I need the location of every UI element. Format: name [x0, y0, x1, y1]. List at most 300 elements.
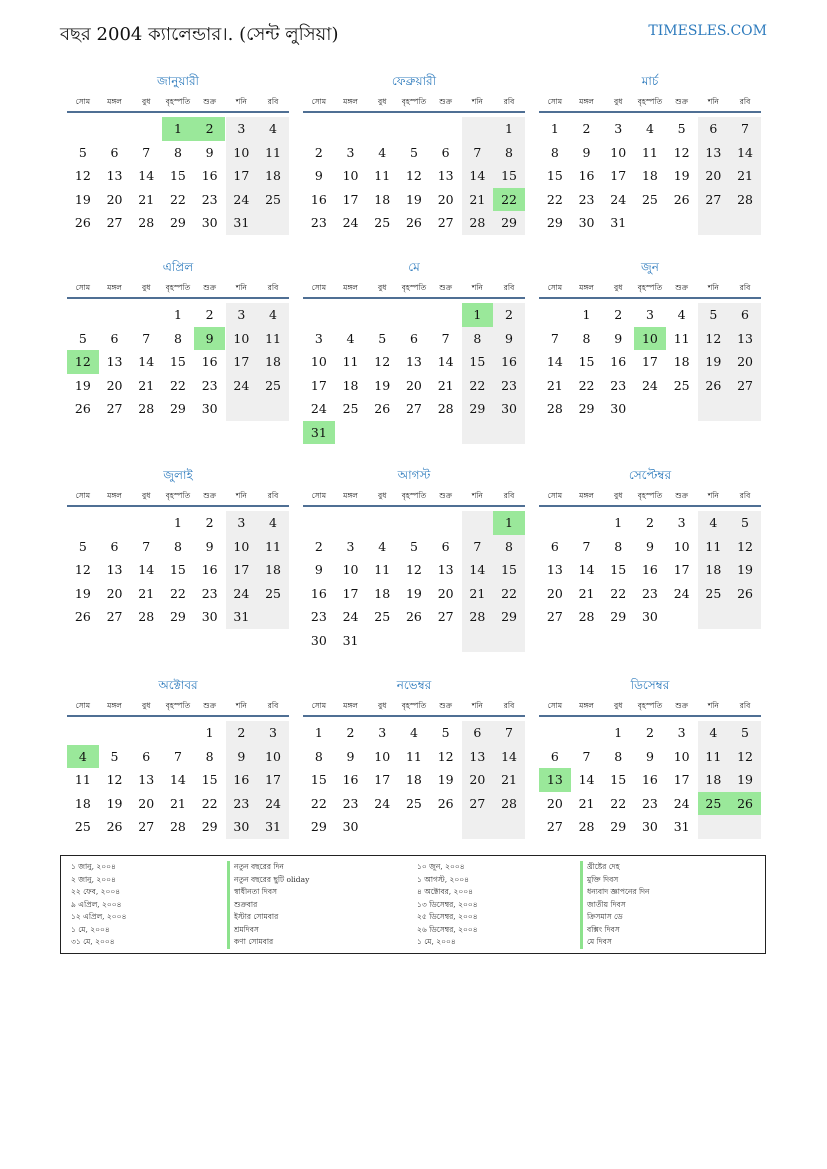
day-cell[interactable]: 27 [462, 792, 494, 816]
day-cell[interactable]: 5 [409, 538, 418, 554]
day-cell[interactable]: 14 [546, 354, 563, 369]
day-cell[interactable]: 29 [310, 819, 327, 834]
day-cell[interactable]: 14 [729, 141, 761, 165]
day-cell[interactable]: 27 [106, 401, 123, 416]
day-cell[interactable]: 24 [641, 377, 658, 393]
day-cell[interactable]: 22 [610, 585, 627, 601]
day-cell[interactable]: 29 [493, 211, 525, 235]
day-cell[interactable]: 9 [314, 168, 323, 183]
day-cell[interactable]: 25 [342, 401, 359, 416]
day-cell[interactable]: 5 [78, 538, 87, 554]
day-cell[interactable]: 15 [578, 354, 595, 369]
day-cell[interactable]: 21 [138, 191, 155, 207]
day-cell[interactable]: 6 [729, 303, 761, 327]
day-cell[interactable]: 3 [677, 725, 686, 740]
day-cell[interactable]: 10 [226, 141, 258, 165]
day-cell[interactable]: 11 [342, 354, 359, 369]
day-cell[interactable]: 24 [673, 795, 690, 811]
day-cell[interactable]: 28 [578, 819, 595, 834]
day-cell[interactable]: 20 [546, 795, 563, 811]
day-cell[interactable]: 25 [257, 374, 289, 398]
day-cell[interactable]: 19 [106, 795, 123, 811]
day-cell[interactable]: 14 [437, 354, 454, 369]
holiday-day-cell[interactable]: 12 [67, 350, 99, 374]
holiday-day-cell[interactable]: 13 [539, 768, 571, 792]
day-cell[interactable]: 11 [257, 535, 289, 559]
day-cell[interactable]: 23 [342, 795, 359, 811]
day-cell[interactable]: 8 [173, 538, 182, 554]
day-cell[interactable]: 15 [493, 558, 525, 582]
day-cell[interactable]: 9 [614, 330, 623, 346]
day-cell[interactable]: 25 [405, 795, 422, 811]
day-cell[interactable]: 17 [673, 562, 690, 577]
holiday-day-cell[interactable]: 1 [462, 303, 494, 327]
day-cell[interactable]: 13 [138, 772, 155, 787]
day-cell[interactable]: 5 [677, 121, 686, 136]
day-cell[interactable]: 29 [610, 609, 627, 624]
holiday-day-cell[interactable]: 4 [67, 745, 99, 769]
day-cell[interactable]: 29 [462, 397, 494, 421]
day-cell[interactable]: 10 [342, 562, 359, 577]
day-cell[interactable]: 19 [74, 377, 91, 393]
day-cell[interactable]: 10 [342, 168, 359, 183]
day-cell[interactable]: 5 [698, 303, 730, 327]
day-cell[interactable]: 19 [729, 768, 761, 792]
day-cell[interactable]: 28 [169, 819, 186, 834]
day-cell[interactable]: 15 [310, 772, 327, 787]
day-cell[interactable]: 21 [437, 377, 454, 393]
day-cell[interactable]: 16 [310, 585, 327, 601]
day-cell[interactable]: 14 [493, 745, 525, 769]
day-cell[interactable]: 25 [74, 819, 91, 834]
day-cell[interactable]: 23 [610, 377, 627, 393]
day-cell[interactable]: 9 [226, 745, 258, 769]
holiday-day-cell[interactable]: 22 [493, 188, 525, 212]
day-cell[interactable]: 10 [226, 327, 258, 351]
day-cell[interactable]: 24 [342, 215, 359, 230]
day-cell[interactable]: 1 [205, 725, 214, 740]
day-cell[interactable]: 20 [698, 164, 730, 188]
day-cell[interactable]: 28 [138, 215, 155, 230]
day-cell[interactable]: 23 [641, 795, 658, 811]
day-cell[interactable]: 7 [462, 141, 494, 165]
day-cell[interactable]: 22 [578, 377, 595, 393]
day-cell[interactable]: 23 [201, 377, 218, 393]
day-cell[interactable]: 25 [641, 191, 658, 207]
day-cell[interactable]: 20 [729, 350, 761, 374]
day-cell[interactable]: 17 [342, 191, 359, 207]
day-cell[interactable]: 30 [226, 815, 258, 839]
day-cell[interactable]: 31 [226, 605, 258, 629]
day-cell[interactable]: 16 [226, 768, 258, 792]
day-cell[interactable]: 22 [169, 191, 186, 207]
day-cell[interactable]: 2 [314, 538, 323, 554]
day-cell[interactable]: 3 [257, 721, 289, 745]
day-cell[interactable]: 24 [226, 374, 258, 398]
day-cell[interactable]: 14 [138, 562, 155, 577]
day-cell[interactable]: 20 [106, 585, 123, 601]
day-cell[interactable]: 20 [462, 768, 494, 792]
day-cell[interactable]: 29 [578, 401, 595, 416]
day-cell[interactable]: 7 [441, 330, 450, 346]
holiday-day-cell[interactable]: 1 [162, 117, 194, 141]
site-link[interactable]: TIMESLES.COM [648, 23, 767, 39]
day-cell[interactable]: 5 [409, 144, 418, 160]
day-cell[interactable]: 27 [106, 609, 123, 624]
day-cell[interactable]: 14 [169, 772, 186, 787]
day-cell[interactable]: 19 [729, 558, 761, 582]
day-cell[interactable]: 17 [342, 585, 359, 601]
day-cell[interactable]: 28 [578, 609, 595, 624]
holiday-day-cell[interactable]: 25 [698, 792, 730, 816]
day-cell[interactable]: 30 [342, 819, 359, 834]
day-cell[interactable]: 31 [257, 815, 289, 839]
day-cell[interactable]: 5 [729, 721, 761, 745]
day-cell[interactable]: 16 [641, 562, 658, 577]
day-cell[interactable]: 5 [110, 748, 119, 764]
day-cell[interactable]: 25 [698, 582, 730, 606]
day-cell[interactable]: 16 [493, 350, 525, 374]
day-cell[interactable]: 15 [546, 168, 563, 183]
day-cell[interactable]: 27 [729, 374, 761, 398]
day-cell[interactable]: 10 [310, 354, 327, 369]
day-cell[interactable]: 15 [462, 350, 494, 374]
day-cell[interactable]: 3 [378, 725, 387, 740]
day-cell[interactable]: 19 [698, 350, 730, 374]
day-cell[interactable]: 9 [582, 144, 591, 160]
day-cell[interactable]: 27 [546, 609, 563, 624]
day-cell[interactable]: 12 [374, 354, 391, 369]
day-cell[interactable]: 18 [257, 558, 289, 582]
day-cell[interactable]: 4 [378, 144, 387, 160]
day-cell[interactable]: 2 [205, 515, 214, 530]
day-cell[interactable]: 3 [226, 117, 258, 141]
day-cell[interactable]: 7 [142, 144, 151, 160]
day-cell[interactable]: 22 [546, 191, 563, 207]
day-cell[interactable]: 23 [641, 585, 658, 601]
day-cell[interactable]: 19 [437, 772, 454, 787]
day-cell[interactable]: 26 [74, 401, 91, 416]
day-cell[interactable]: 17 [310, 377, 327, 393]
day-cell[interactable]: 13 [729, 327, 761, 351]
day-cell[interactable]: 28 [437, 401, 454, 416]
day-cell[interactable]: 5 [78, 330, 87, 346]
day-cell[interactable]: 1 [614, 515, 623, 530]
day-cell[interactable]: 22 [462, 374, 494, 398]
day-cell[interactable]: 16 [201, 354, 218, 369]
day-cell[interactable]: 30 [201, 609, 218, 624]
day-cell[interactable]: 22 [201, 795, 218, 811]
day-cell[interactable]: 30 [641, 609, 658, 624]
day-cell[interactable]: 24 [226, 188, 258, 212]
day-cell[interactable]: 15 [610, 562, 627, 577]
day-cell[interactable]: 19 [405, 585, 422, 601]
day-cell[interactable]: 4 [257, 511, 289, 535]
day-cell[interactable]: 1 [173, 307, 182, 322]
day-cell[interactable]: 22 [169, 377, 186, 393]
day-cell[interactable]: 18 [641, 168, 658, 183]
holiday-day-cell[interactable]: 9 [194, 327, 226, 351]
day-cell[interactable]: 27 [546, 819, 563, 834]
day-cell[interactable]: 13 [462, 745, 494, 769]
day-cell[interactable]: 21 [462, 188, 494, 212]
day-cell[interactable]: 23 [201, 191, 218, 207]
day-cell[interactable]: 6 [409, 330, 418, 346]
day-cell[interactable]: 12 [673, 144, 690, 160]
day-cell[interactable]: 1 [614, 725, 623, 740]
day-cell[interactable]: 17 [226, 164, 258, 188]
day-cell[interactable]: 20 [437, 191, 454, 207]
day-cell[interactable]: 24 [226, 582, 258, 606]
day-cell[interactable]: 8 [614, 748, 623, 764]
day-cell[interactable]: 11 [698, 745, 730, 769]
day-cell[interactable]: 3 [314, 330, 323, 346]
day-cell[interactable]: 13 [106, 168, 123, 183]
day-cell[interactable]: 23 [493, 374, 525, 398]
day-cell[interactable]: 2 [226, 721, 258, 745]
day-cell[interactable]: 27 [138, 819, 155, 834]
day-cell[interactable]: 2 [614, 307, 623, 322]
day-cell[interactable]: 10 [610, 144, 627, 160]
day-cell[interactable]: 27 [698, 188, 730, 212]
day-cell[interactable]: 19 [74, 191, 91, 207]
day-cell[interactable]: 11 [74, 772, 91, 787]
day-cell[interactable]: 21 [169, 795, 186, 811]
day-cell[interactable]: 13 [437, 168, 454, 183]
day-cell[interactable]: 10 [673, 538, 690, 554]
day-cell[interactable]: 21 [578, 795, 595, 811]
day-cell[interactable]: 18 [698, 768, 730, 792]
day-cell[interactable]: 24 [342, 609, 359, 624]
day-cell[interactable]: 1 [314, 725, 323, 740]
day-cell[interactable]: 17 [226, 558, 258, 582]
day-cell[interactable]: 20 [138, 795, 155, 811]
day-cell[interactable]: 30 [578, 215, 595, 230]
day-cell[interactable]: 14 [462, 558, 494, 582]
day-cell[interactable]: 7 [729, 117, 761, 141]
day-cell[interactable]: 14 [578, 562, 595, 577]
day-cell[interactable]: 28 [462, 605, 494, 629]
day-cell[interactable]: 10 [226, 535, 258, 559]
day-cell[interactable]: 1 [582, 307, 591, 322]
day-cell[interactable]: 3 [677, 515, 686, 530]
day-cell[interactable]: 13 [106, 354, 123, 369]
day-cell[interactable]: 12 [106, 772, 123, 787]
holiday-day-cell[interactable]: 1 [493, 511, 525, 535]
day-cell[interactable]: 22 [310, 795, 327, 811]
day-cell[interactable]: 1 [173, 515, 182, 530]
day-cell[interactable]: 14 [138, 354, 155, 369]
day-cell[interactable]: 3 [645, 307, 654, 322]
day-cell[interactable]: 28 [493, 792, 525, 816]
day-cell[interactable]: 4 [378, 538, 387, 554]
day-cell[interactable]: 21 [729, 164, 761, 188]
day-cell[interactable]: 12 [698, 327, 730, 351]
day-cell[interactable]: 2 [493, 303, 525, 327]
day-cell[interactable]: 4 [346, 330, 355, 346]
day-cell[interactable]: 10 [257, 745, 289, 769]
day-cell[interactable]: 16 [610, 354, 627, 369]
day-cell[interactable]: 18 [405, 772, 422, 787]
day-cell[interactable]: 7 [142, 538, 151, 554]
day-cell[interactable]: 30 [201, 401, 218, 416]
day-cell[interactable]: 31 [610, 215, 627, 230]
day-cell[interactable]: 11 [405, 748, 422, 764]
day-cell[interactable]: 22 [169, 585, 186, 601]
day-cell[interactable]: 21 [138, 585, 155, 601]
day-cell[interactable]: 15 [201, 772, 218, 787]
day-cell[interactable]: 8 [173, 144, 182, 160]
day-cell[interactable]: 18 [374, 585, 391, 601]
day-cell[interactable]: 2 [314, 144, 323, 160]
day-cell[interactable]: 21 [138, 377, 155, 393]
day-cell[interactable]: 20 [106, 191, 123, 207]
day-cell[interactable]: 5 [78, 144, 87, 160]
day-cell[interactable]: 17 [673, 772, 690, 787]
day-cell[interactable]: 4 [409, 725, 418, 740]
day-cell[interactable]: 2 [346, 725, 355, 740]
day-cell[interactable]: 29 [169, 609, 186, 624]
day-cell[interactable]: 30 [610, 401, 627, 416]
day-cell[interactable]: 3 [346, 144, 355, 160]
day-cell[interactable]: 1 [493, 117, 525, 141]
day-cell[interactable]: 18 [698, 558, 730, 582]
day-cell[interactable]: 4 [698, 511, 730, 535]
day-cell[interactable]: 26 [74, 215, 91, 230]
day-cell[interactable]: 24 [257, 792, 289, 816]
day-cell[interactable]: 20 [405, 377, 422, 393]
day-cell[interactable]: 25 [257, 582, 289, 606]
day-cell[interactable]: 16 [641, 772, 658, 787]
day-cell[interactable]: 17 [257, 768, 289, 792]
day-cell[interactable]: 6 [441, 538, 450, 554]
day-cell[interactable]: 15 [169, 562, 186, 577]
day-cell[interactable]: 13 [546, 562, 563, 577]
day-cell[interactable]: 7 [462, 535, 494, 559]
day-cell[interactable]: 15 [169, 168, 186, 183]
day-cell[interactable]: 8 [493, 535, 525, 559]
day-cell[interactable]: 4 [677, 307, 686, 322]
day-cell[interactable]: 3 [226, 511, 258, 535]
day-cell[interactable]: 14 [578, 772, 595, 787]
day-cell[interactable]: 8 [582, 330, 591, 346]
day-cell[interactable]: 4 [257, 117, 289, 141]
day-cell[interactable]: 6 [462, 721, 494, 745]
day-cell[interactable]: 29 [610, 819, 627, 834]
day-cell[interactable]: 25 [257, 188, 289, 212]
day-cell[interactable]: 12 [405, 562, 422, 577]
day-cell[interactable]: 24 [374, 795, 391, 811]
day-cell[interactable]: 2 [205, 307, 214, 322]
day-cell[interactable]: 31 [226, 211, 258, 235]
day-cell[interactable]: 16 [578, 168, 595, 183]
day-cell[interactable]: 27 [437, 215, 454, 230]
day-cell[interactable]: 16 [201, 168, 218, 183]
day-cell[interactable]: 18 [342, 377, 359, 393]
day-cell[interactable]: 12 [405, 168, 422, 183]
day-cell[interactable]: 26 [74, 609, 91, 624]
day-cell[interactable]: 13 [698, 141, 730, 165]
day-cell[interactable]: 12 [74, 562, 91, 577]
day-cell[interactable]: 5 [729, 511, 761, 535]
day-cell[interactable]: 18 [74, 795, 91, 811]
day-cell[interactable]: 24 [673, 585, 690, 601]
day-cell[interactable]: 9 [205, 144, 214, 160]
day-cell[interactable]: 12 [729, 535, 761, 559]
day-cell[interactable]: 23 [226, 792, 258, 816]
day-cell[interactable]: 21 [546, 377, 563, 393]
day-cell[interactable]: 25 [673, 377, 690, 393]
day-cell[interactable]: 5 [378, 330, 387, 346]
day-cell[interactable]: 18 [673, 354, 690, 369]
day-cell[interactable]: 7 [582, 748, 591, 764]
day-cell[interactable]: 30 [310, 632, 327, 648]
day-cell[interactable]: 26 [405, 215, 422, 230]
day-cell[interactable]: 25 [374, 215, 391, 230]
day-cell[interactable]: 29 [201, 819, 218, 834]
day-cell[interactable]: 30 [641, 819, 658, 834]
day-cell[interactable]: 19 [374, 377, 391, 393]
day-cell[interactable]: 6 [142, 748, 151, 764]
day-cell[interactable]: 18 [374, 191, 391, 207]
day-cell[interactable]: 9 [314, 562, 323, 577]
day-cell[interactable]: 13 [106, 562, 123, 577]
day-cell[interactable]: 7 [173, 748, 182, 764]
day-cell[interactable]: 14 [138, 168, 155, 183]
day-cell[interactable]: 23 [578, 191, 595, 207]
day-cell[interactable]: 6 [441, 144, 450, 160]
holiday-day-cell[interactable]: 26 [729, 792, 761, 816]
day-cell[interactable]: 21 [462, 582, 494, 606]
day-cell[interactable]: 14 [462, 164, 494, 188]
day-cell[interactable]: 23 [310, 215, 327, 230]
day-cell[interactable]: 3 [226, 303, 258, 327]
day-cell[interactable]: 17 [610, 168, 627, 183]
day-cell[interactable]: 31 [673, 819, 690, 834]
day-cell[interactable]: 29 [546, 215, 563, 230]
day-cell[interactable]: 11 [698, 535, 730, 559]
day-cell[interactable]: 17 [641, 354, 658, 369]
day-cell[interactable]: 7 [142, 330, 151, 346]
day-cell[interactable]: 27 [437, 609, 454, 624]
day-cell[interactable]: 24 [610, 191, 627, 207]
day-cell[interactable]: 9 [205, 538, 214, 554]
day-cell[interactable]: 27 [106, 215, 123, 230]
day-cell[interactable]: 15 [610, 772, 627, 787]
day-cell[interactable]: 18 [257, 350, 289, 374]
day-cell[interactable]: 24 [310, 401, 327, 416]
day-cell[interactable]: 26 [106, 819, 123, 834]
day-cell[interactable]: 6 [110, 144, 119, 160]
day-cell[interactable]: 8 [205, 748, 214, 764]
day-cell[interactable]: 29 [169, 401, 186, 416]
day-cell[interactable]: 10 [673, 748, 690, 764]
day-cell[interactable]: 19 [673, 168, 690, 183]
day-cell[interactable]: 21 [493, 768, 525, 792]
day-cell[interactable]: 6 [550, 538, 559, 554]
day-cell[interactable]: 28 [138, 401, 155, 416]
day-cell[interactable]: 17 [226, 350, 258, 374]
day-cell[interactable]: 22 [610, 795, 627, 811]
day-cell[interactable]: 6 [110, 330, 119, 346]
day-cell[interactable]: 29 [169, 215, 186, 230]
day-cell[interactable]: 9 [645, 538, 654, 554]
day-cell[interactable]: 13 [405, 354, 422, 369]
day-cell[interactable]: 6 [550, 748, 559, 764]
holiday-day-cell[interactable]: 10 [634, 327, 666, 351]
day-cell[interactable]: 2 [645, 725, 654, 740]
day-cell[interactable]: 8 [550, 144, 559, 160]
